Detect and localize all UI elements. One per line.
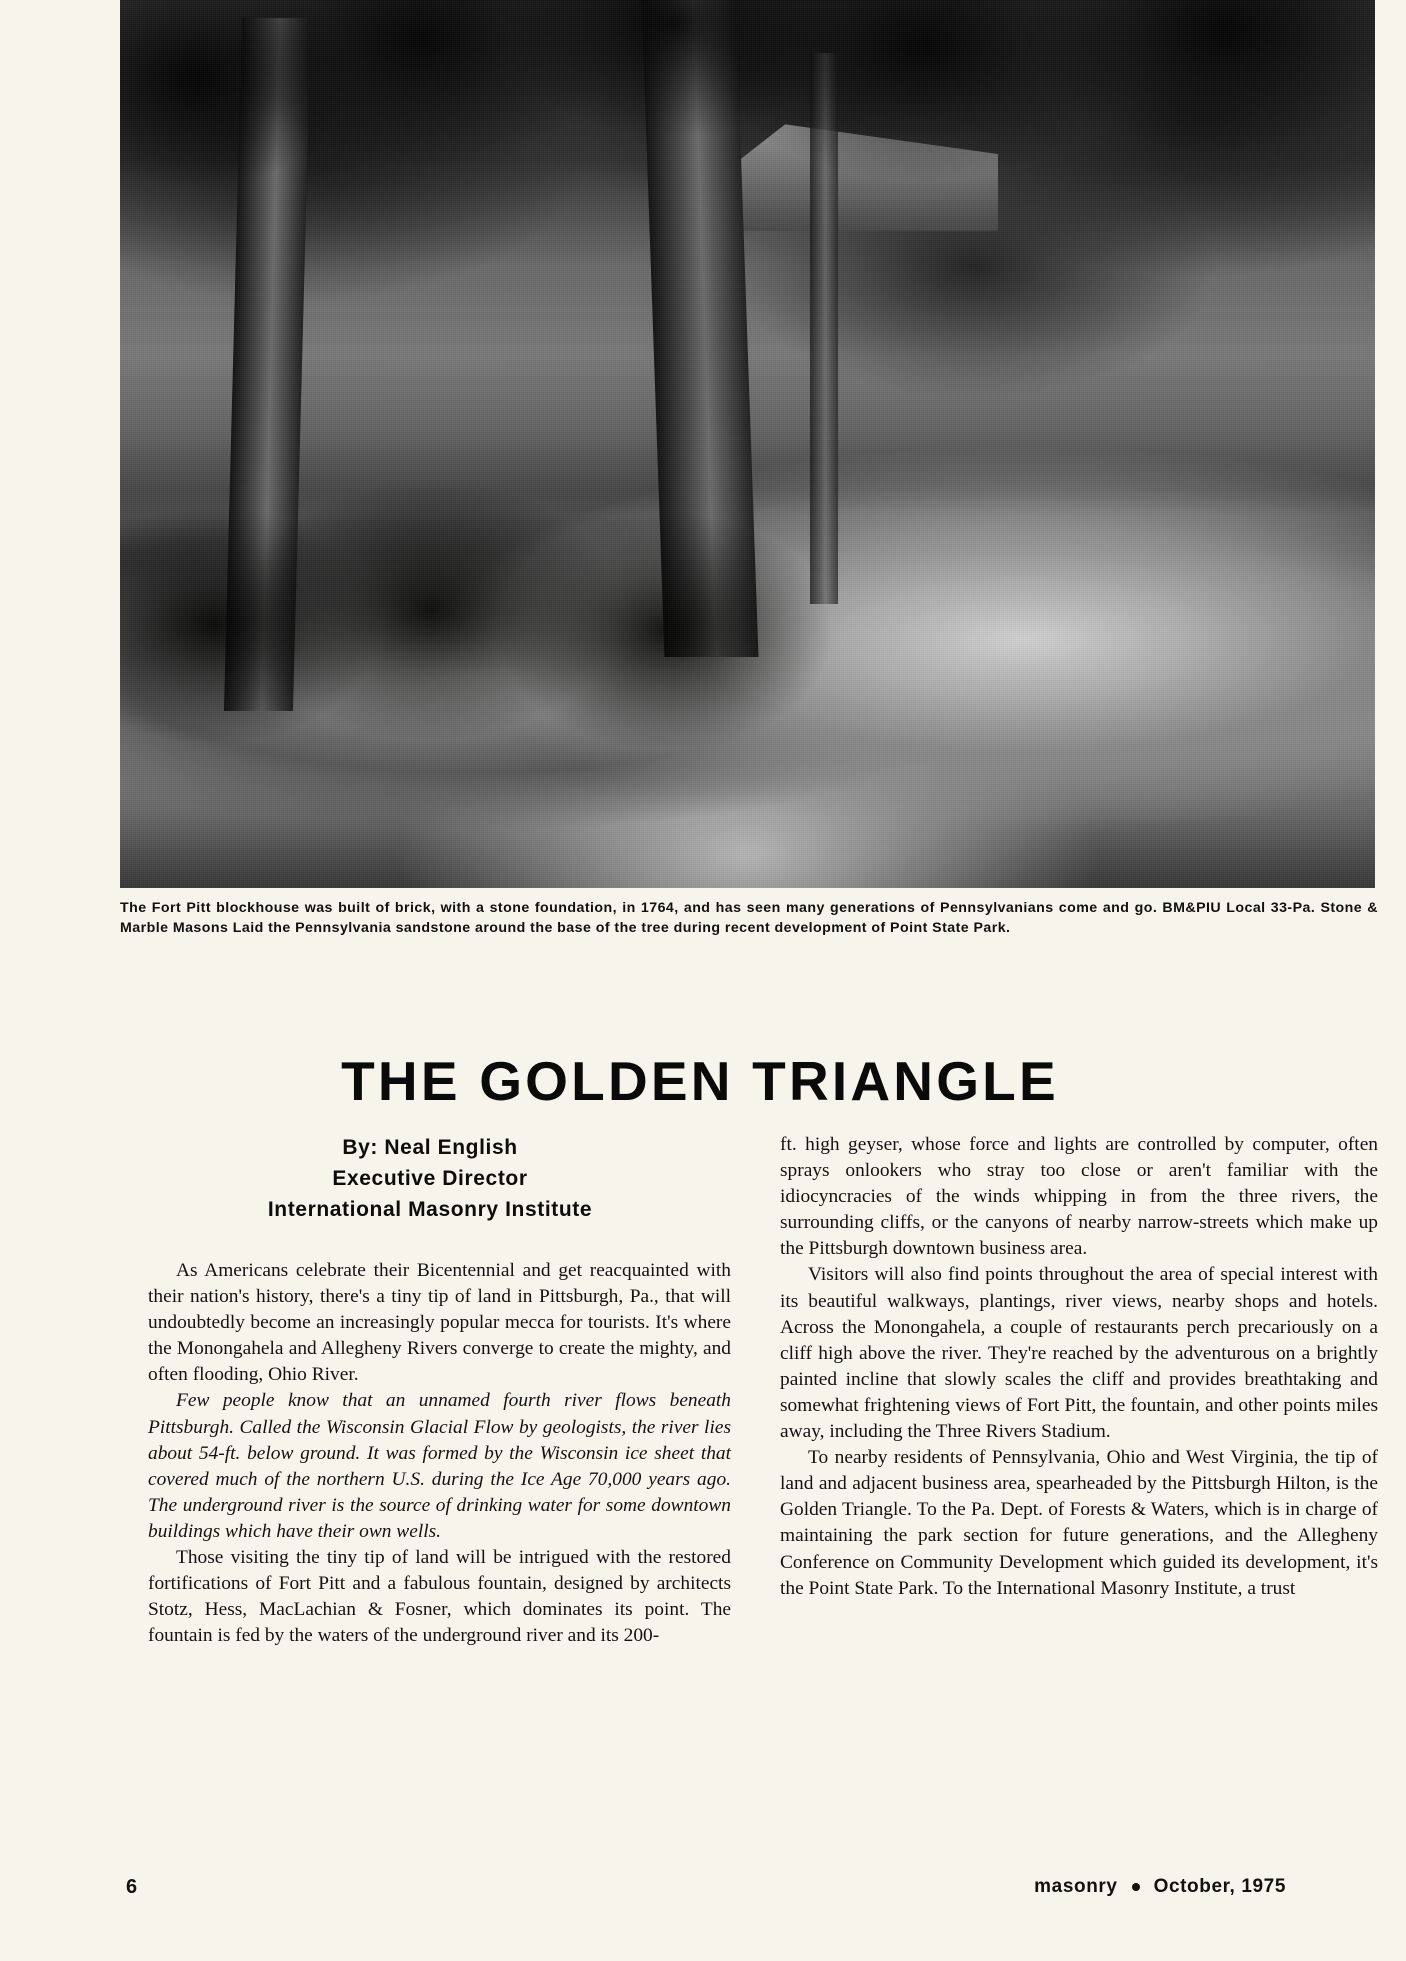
body-paragraph: Few people know that an unnamed fourth river flows beneath Pittsburgh. Called the Wisconsin Glacial Flow by geologists, the river lies about 54-ft. below ground. It was formed by the Wisconsin ice sheet that covered much of the northern U.S. during the Ice Age 70,000 years ago. The underground river is the source of drinking water for some downtown buildings which have their own wells.: [148, 1390, 731, 1542]
body-paragraph: ft. high geyser, whose force and lights are controlled by computer, often sprays onlookers who stray too close or aren't familiar with the idiocyncracies of the winds whipping in from the three rivers, the surrounding cliffs, or the canyons of nearby narrow-streets which make up the Pittsburgh downtown business area.: [780, 1134, 1378, 1260]
byline-title: Executive Director: [332, 1167, 528, 1191]
body-column-right: [780, 1132, 1378, 1602]
body-paragraph: As Americans celebrate their Bicentennial and get reacquainted with their nation's history, there's a tiny tip of land in Pittsburgh, Pa., that will undoubtedly become an increasingly popular mecca for tourists. It's where the Monongahela and Allegheny Rivers converge to create the mighty, and often flooding, Ohio River.: [148, 1260, 731, 1386]
footer-publication-info: [1034, 1876, 1286, 1898]
article-headline: THE GOLDEN TRIANGLE: [341, 1049, 1059, 1112]
body-paragraph: To nearby residents of Pennsylvania, Ohio and West Virginia, the tip of land and adjacent business area, spearheaded by the Pittsburgh Hilton, is the Golden Triangle. To the Pa. Dept. of Forests & Waters, which is in charge of maintaining the park section for future generations, and the Allegheny Conference on Community Development which guided its development, it's the Point State Park. To the International Masonry Institute, a trust: [780, 1447, 1378, 1599]
body-paragraph: Those visiting the tiny tip of land will be intrigued with the restored fortifications of Fort Pitt and a fabulous fountain, designed by architects Stotz, Hess, MacLachian & Fosner, which dominates its point. The fountain is fed by the waters of the underground river and its 200-: [148, 1547, 731, 1647]
body-column-left: [148, 1258, 731, 1649]
photo-caption: The Fort Pitt blockhouse was built of brick, with a stone foundation, in 1764, and has seen many generations of Pennsylvanians come and go. BM&PIU Local 33-Pa. Stone & Marble Masons Laid the Pennsylvania sandstone around the base of the tree during recent development of Point State Park.: [120, 900, 1378, 937]
publication-name: masonry: [1034, 1876, 1118, 1897]
page-number: 6: [126, 1876, 138, 1898]
body-paragraph: Visitors will also find points throughout the area of special interest with its beautiful walkways, plantings, river views, nearby shops and hotels. Across the Monongahela, a couple of restaurants perch precariously on a cliff high above the river. They're reached by the adventurous on a brightly painted incline that slowly scales the cliff and provides breathtaking and somewhat frightening views of Fort Pitt, the fountain, and other points miles away, including the Three Rivers Stadium.: [780, 1264, 1378, 1443]
foreground-hedge: [120, 444, 898, 746]
byline: [140, 1132, 720, 1225]
byline-organization: International Masonry Institute: [267, 1198, 593, 1222]
bullet-icon: [1132, 1883, 1140, 1891]
fort-pitt-blockhouse-photo: [120, 0, 1375, 888]
tree-canopy: [120, 0, 1375, 391]
byline-author: By: Neal English: [342, 1136, 518, 1159]
issue-date: October, 1975: [1153, 1876, 1286, 1897]
